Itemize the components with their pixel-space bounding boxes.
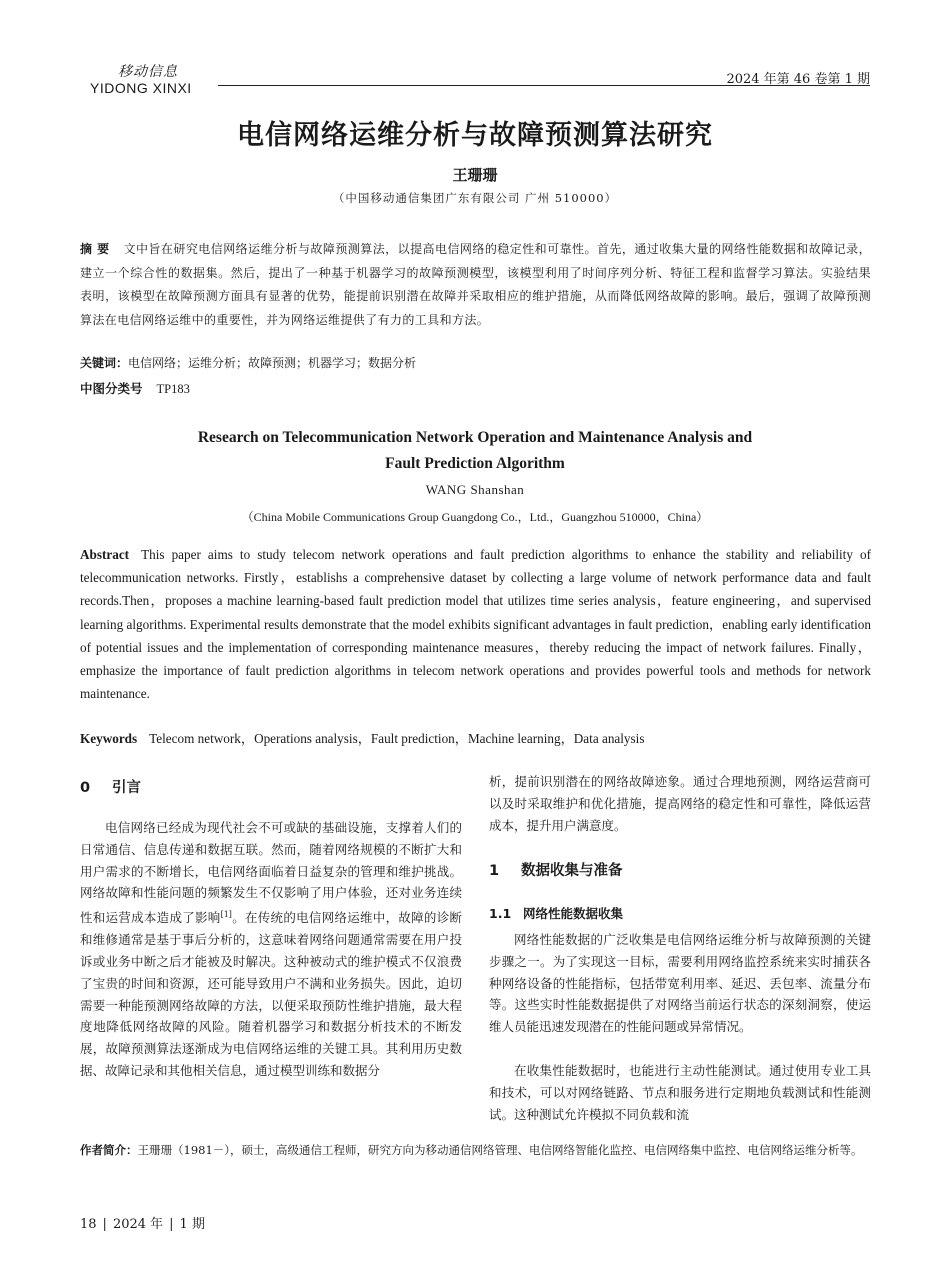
keywords-cn-label: 关键词： <box>80 356 129 370</box>
author-note <box>80 1140 871 1161</box>
journal-name-en: YIDONG XINXI <box>90 80 192 96</box>
abstract-en <box>80 543 871 705</box>
section-1-number: 1 <box>489 863 500 879</box>
author-note-label: 作者简介： <box>80 1143 138 1157</box>
page-number: 18 <box>80 1217 97 1232</box>
abstract-cn-label: 摘 要 <box>80 242 110 256</box>
citation-1: [1] <box>220 910 232 920</box>
subsection-1-1-paragraph-1: 网络性能数据的广泛收集是电信网络运维分析与故障预测的关键步骤之一。为了实现这一目标，需要利用网络监控系统来实时捕获各种网络设备的性能指标，包括带宽利用率、延迟、丢包率、流量分布等。这些实时性能数据提供了对网络当前运行状态的深刻洞察，使运维人员能迅速发现潜在的性能问题或异常情况。 <box>489 932 871 1035</box>
footer-year: 2024 年 <box>112 1217 164 1232</box>
classification-number <box>80 379 190 397</box>
author-name-en: WANG Shanshan <box>425 482 525 497</box>
keywords-en-label: Keywords <box>80 731 138 746</box>
section-1-title: 数据收集与准备 <box>521 863 623 879</box>
section-0-text-part2: 。在传统的电信网络运维中，故障的诊断和维修通常是基于事后分析的，这意味着网络问题通常需要在用户投诉或业务中断之后才能被及时解决。这种被动式的维护模式不仅浪费了宝贵的时间和资源，还可能导致用户不满和业务损失。因此，迫切需要一种能预测网络故障的方法，以便采取预防性维护措施，最大程度地降低网络故障的风险。随着机器学习和数据分析技术的不断发展，故障预测算法逐渐成为电信网络运维的关键工具。其利用历史数据、故障记录和其他相关信息，通过模型训练和数据分 <box>80 910 462 1078</box>
paper-title-en-line1: Research on Telecommunication Network Operation and Maintenance Analysis and <box>197 429 753 446</box>
keywords-cn-text: 电信网络；运维分析；故障预测；机器学习；数据分析 <box>128 356 417 370</box>
section-0-paragraph-continued: 析，提前识别潜在的网络故障迹象。通过合理地预测，网络运营商可以及时采取维护和优化措施，提高网络的稳定性和可靠性，降低运营成本，提升用户满意度。 <box>489 774 871 833</box>
journal-name-cn: 移动信息 <box>118 64 178 80</box>
abstract-cn <box>80 238 871 332</box>
section-0-heading <box>80 776 462 797</box>
section-0-number: 0 <box>80 780 91 796</box>
keywords-en-text: Telecom network，Operations analysis，Fault prediction，Machine learning，Data analysis <box>149 731 645 746</box>
author-note-text: 王珊珊（1981－），硕士，高级通信工程师，研究方向为移动通信网络管理、电信网络智能化监控、电信网络集中监控、电信网络运维分析等。 <box>137 1143 863 1157</box>
footer-separator: | <box>169 1217 174 1232</box>
section-1-heading <box>489 859 871 880</box>
author-name-cn: 王珊珊 <box>452 166 498 184</box>
abstract-en-text: This paper aims to study telecom network operations and fault prediction algorithms to enhance the stability and reliability of telecommunication networks. Firstly，establishs a comprehensive dataset by collecting a large volume of network performance data and fault records.Then，proposes a machine learning-based fault prediction model that utilizes time series analysis，feature engineering，and supervised learning algorithms. Experimental results demonstrate that the model exhibits significant advantages in fault prediction，enabling early identification of potential issues and the implementation of corresponding maintenance measures，thereby reducing the impact of network failures. Finally，emphasize the importance of fault prediction algorithms in telecom network operations and provides powerful tools and methods for network maintenance. <box>80 547 871 702</box>
section-0-title: 引言 <box>112 780 141 796</box>
subsection-1-1-heading <box>489 904 871 922</box>
subsection-1-1-paragraph-2: 在收集性能数据时，也能进行主动性能测试。通过使用专业工具和技术，可以对网络链路、节点和服务进行定期地负载测试和性能测试。这种测试允许模拟不同负载和流 <box>489 1063 871 1122</box>
affiliation-cn: （中国移动通信集团广东有限公司 广州 510000） <box>332 191 618 205</box>
issue-info: 2024 年第 46 卷第 1 期 <box>726 72 870 87</box>
section-0-paragraph <box>80 817 462 1078</box>
affiliation-en: （China Mobile Communications Group Guangdong Co.，Ltd.，Guangzhou 510000，China） <box>241 510 709 524</box>
page-footer <box>80 1213 205 1232</box>
keywords-cn <box>80 354 416 371</box>
classification-value: TP183 <box>156 382 190 396</box>
section-0-text-part1: 电信网络已经成为现代社会不可或缺的基础设施，支撑着人们的日常通信、信息传递和数据互联。然而，随着网络规模的不断扩大和用户需求的不断增长，电信网络面临着日益复杂的管理和维护挑战。网络故障和性能问题的频繁发生不仅影响了用户体验，还对业务连续性和运营成本造成了影响 <box>80 820 462 926</box>
keywords-en <box>80 728 644 747</box>
abstract-en-label: Abstract <box>80 547 130 562</box>
paper-title-en <box>0 425 950 477</box>
paper-title-cn: 电信网络运维分析与故障预测算法研究 <box>237 120 713 151</box>
footer-issue: 1 期 <box>179 1217 205 1232</box>
subsection-1-1-number: 1.1 <box>489 906 512 921</box>
paper-title-en-line2: Fault Prediction Algorithm <box>385 455 565 472</box>
classification-label: 中图分类号 <box>80 381 143 396</box>
abstract-cn-text: 文中旨在研究电信网络运维分析与故障预测算法，以提高电信网络的稳定性和可靠性。首先，通过收集大量的网络性能数据和故障记录，建立一个综合性的数据集。然后，提出了一种基于机器学习的故障预测模型，该模型利用了时间序列分析、特征工程和监督学习算法。实验结果表明，该模型在故障预测方面具有显著的优势，能提前识别潜在故障并采取相应的维护措施，从而降低网络故障的影响。最后，强调了故障预测算法在电信网络运维中的重要性，并为网络运维提供了有力的工具和方法。 <box>80 242 871 327</box>
footer-separator: | <box>102 1217 107 1232</box>
subsection-1-1-title: 网络性能数据收集 <box>523 906 624 921</box>
